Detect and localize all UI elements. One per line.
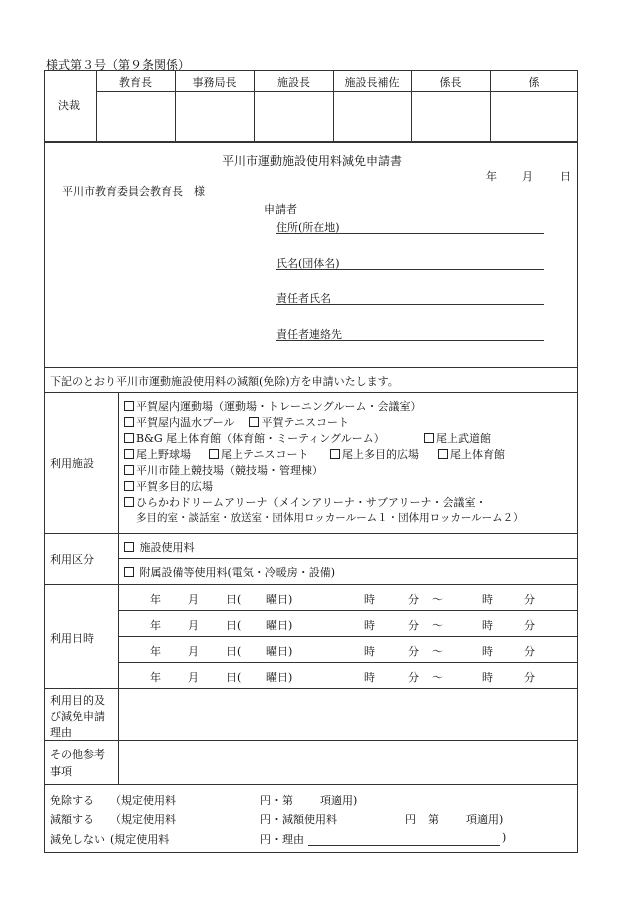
datetime-part: 日(: [226, 593, 242, 606]
approval-header: 施設長補佐: [344, 76, 400, 89]
facility-option[interactable]: 尾上体育館: [438, 446, 505, 462]
datetime-part: 年: [150, 619, 161, 632]
checkbox[interactable]: [124, 449, 134, 459]
datetime-part: 年: [150, 593, 161, 606]
datetime-label: 利用日時: [50, 632, 94, 645]
purpose-label: 利用目的及: [50, 694, 105, 707]
datetime-part: 曜日): [266, 645, 293, 658]
datetime-part: 時: [482, 619, 493, 632]
datetime-part: 年: [150, 645, 161, 658]
exempt-yen: 円・第: [260, 794, 293, 807]
approval-header: 係: [528, 76, 540, 89]
addressee: 平川市教育委員会教育長 様: [62, 185, 205, 198]
datetime-part: 分: [524, 671, 535, 684]
approval-label: 決裁: [58, 99, 80, 112]
datetime-part: 時: [364, 593, 375, 606]
facility-option-continued: 多目的室・談話室・放送室・団体用ロッカールーム１・団体用ロッカールーム２）: [136, 512, 524, 524]
facility-option[interactable]: 尾上多目的広場: [330, 446, 419, 462]
facilities-label: 利用施設: [50, 457, 94, 470]
facility-option[interactable]: 尾上野球場: [124, 446, 191, 462]
checkbox[interactable]: [124, 542, 134, 552]
datetime-part: 〜: [432, 593, 443, 606]
datetime-part: 月: [188, 593, 199, 606]
datetime-part: 日(: [226, 671, 242, 684]
date-month: 月: [522, 170, 533, 183]
purpose-label: 理由: [50, 726, 72, 739]
checkbox[interactable]: [330, 449, 340, 459]
reduce-decision: 減額する: [50, 813, 94, 826]
responsible-contact-field[interactable]: [276, 340, 544, 341]
datetime-part: 時: [364, 671, 375, 684]
checkbox[interactable]: [124, 497, 134, 507]
datetime-part: 分: [408, 619, 419, 632]
reduce-no: 第: [428, 813, 439, 826]
datetime-part: 時: [364, 619, 375, 632]
no-reduce-reason-label: 円・理由: [260, 833, 304, 846]
datetime-part: 分: [524, 645, 535, 658]
datetime-part: 分: [408, 593, 419, 606]
datetime-part: 時: [482, 645, 493, 658]
datetime-part: 時: [482, 593, 493, 606]
exempt-fee-label: （規定使用料: [110, 794, 176, 807]
datetime-part: 分: [408, 671, 419, 684]
checkbox[interactable]: [209, 449, 219, 459]
checkbox[interactable]: [124, 417, 134, 427]
facility-option[interactable]: 平賀多目的広場: [124, 478, 213, 494]
datetime-part: 〜: [432, 671, 443, 684]
exempt-decision: 免除する: [50, 794, 94, 807]
name-field[interactable]: [276, 269, 544, 270]
checkbox[interactable]: [424, 433, 434, 443]
reason-close: ): [502, 831, 507, 844]
name-field-label: 氏名(団体名): [276, 257, 340, 270]
facility-option[interactable]: 平賀屋内運動場（運動場・トレーニングルーム・会議室）: [124, 398, 421, 414]
facility-option[interactable]: 尾上武道館: [424, 430, 491, 446]
datetime-part: 年: [150, 671, 161, 684]
facility-option[interactable]: 尾上テニスコート: [209, 446, 309, 462]
usage-option[interactable]: 施設使用料: [124, 539, 195, 555]
datetime-part: 月: [188, 619, 199, 632]
reduce-clause: 項適用): [466, 813, 504, 826]
date-year: 年: [486, 170, 497, 183]
datetime-part: 〜: [432, 619, 443, 632]
other-label: その他参考: [50, 748, 105, 761]
responsible-name-field[interactable]: [276, 304, 544, 305]
datetime-part: 月: [188, 645, 199, 658]
datetime-part: 〜: [432, 645, 443, 658]
datetime-part: 分: [524, 619, 535, 632]
facility-option[interactable]: 平賀屋内温水プール 平賀テニスコート: [124, 414, 349, 430]
approval-header: 教育長: [119, 76, 152, 89]
address-field[interactable]: [276, 233, 544, 234]
usage-type-label: 利用区分: [50, 553, 94, 566]
datetime-part: 曜日): [266, 619, 293, 632]
checkbox[interactable]: [124, 401, 134, 411]
checkbox[interactable]: [124, 465, 134, 475]
datetime-part: 月: [188, 671, 199, 684]
reason-field[interactable]: [308, 845, 500, 846]
purpose-label: び減免申請: [50, 710, 105, 723]
usage-option[interactable]: 附属設備等使用料(電気・冷暖房・設備): [124, 564, 335, 580]
datetime-part: 分: [408, 645, 419, 658]
facility-option[interactable]: B&G 尾上体育館（体育館・ミーティングルーム）: [124, 430, 385, 446]
checkbox[interactable]: [124, 567, 134, 577]
reduce-yen2: 円: [405, 813, 416, 826]
responsible-name-label: 責任者氏名: [276, 292, 331, 305]
checkbox[interactable]: [438, 449, 448, 459]
form-number: 様式第３号（第９条関係）: [46, 58, 191, 72]
reduce-yen: 円・減額使用料: [260, 813, 337, 826]
exempt-clause: 項適用): [320, 794, 358, 807]
applicant-label: 申請者: [264, 203, 297, 216]
approval-header: 施設長: [277, 76, 310, 89]
datetime-part: 曜日): [266, 671, 293, 684]
datetime-part: 分: [524, 593, 535, 606]
datetime-part: 曜日): [266, 593, 293, 606]
reduce-fee-label: （規定使用料: [110, 813, 176, 826]
datetime-part: 日(: [226, 619, 242, 632]
facility-option[interactable]: ひらかわドリームアリーナ（メインアリーナ・サブアリーナ・会議室・: [124, 494, 486, 510]
approval-header: 係長: [439, 76, 462, 89]
form-title: 平川市運動施設使用料減免申請書: [222, 154, 403, 168]
date-day: 日: [560, 170, 571, 183]
checkbox[interactable]: [124, 433, 134, 443]
other-label: 事項: [50, 765, 72, 778]
facility-option[interactable]: 平川市陸上競技場（競技場・管理棟）: [124, 462, 323, 478]
address-field-label: 住所(所在地): [276, 221, 340, 234]
approval-header: 事務局長: [192, 76, 237, 89]
checkbox[interactable]: [124, 481, 134, 491]
datetime-part: 日(: [226, 645, 242, 658]
no-reduce-decision: 減免しない: [50, 833, 105, 846]
checkbox[interactable]: [249, 417, 259, 427]
responsible-contact-label: 責任者連絡先: [276, 328, 342, 341]
datetime-part: 時: [482, 671, 493, 684]
no-reduce-fee-label: (規定使用料: [110, 833, 170, 846]
statement: 下記のとおり平川市運動施設使用料の減額(免除)方を申請いたします。: [50, 375, 399, 388]
datetime-part: 時: [364, 645, 375, 658]
